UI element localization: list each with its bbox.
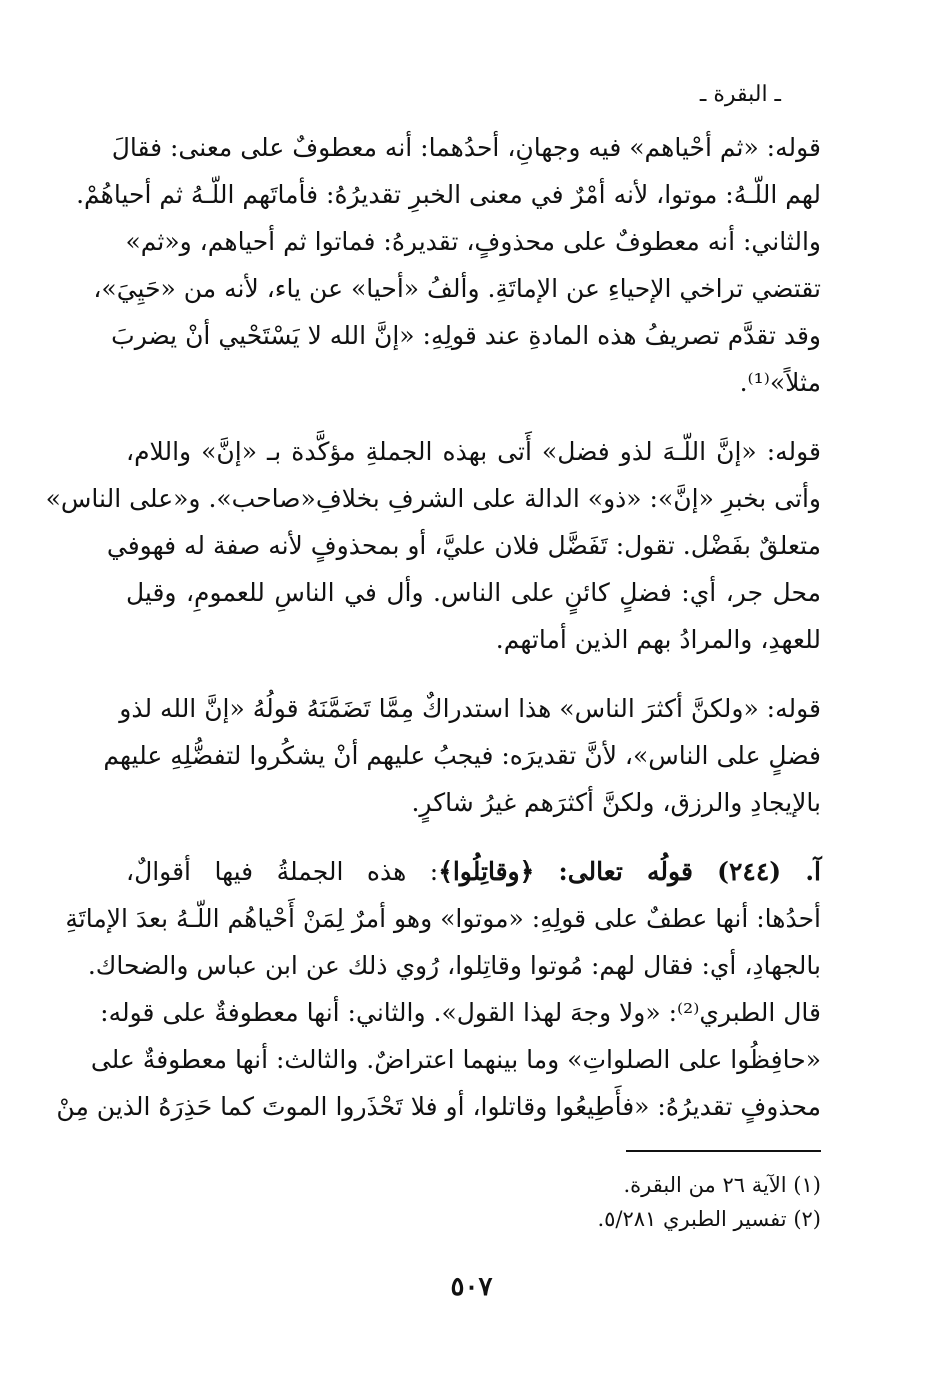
text-line: لهم اللّـهُ: موتوا، لأنه أمْرٌ في معنى الخبرِ تقديرُهُ: فأماتَهم اللّـهُ ثم أحياهُمْ. — [76, 180, 821, 209]
paragraph-3 — [103, 685, 821, 826]
text-line: فضلٍ على الناس»، لأنَّ تقديرَه: فيجبُ عليهم أنْ يشكُروا لتفضُّلِهِ عليهم — [103, 741, 821, 770]
paragraph-1 — [76, 124, 821, 406]
footnote-item: (١) الآية ٢٦ من البقرة. — [623, 1173, 821, 1197]
paragraph-2 — [45, 428, 821, 663]
footnotes — [321, 1168, 821, 1236]
paragraph-4 — [56, 848, 821, 1130]
text-line: تقتضي تراخي الإحياءِ عن الإماتَةِ. وألفُ «أحيا» عن ياء، لأنه من «حَيِيَ»، — [93, 274, 821, 303]
verse-heading: آ. (٢٤٤) قولُه تعالى: ﴿وقاتِلُوا﴾ — [438, 857, 821, 886]
text-line: قوله: «ثم أحْياهم» فيه وجهانِ، أحدُهما: أنه معطوفٌ على معنى: فقالَ — [111, 133, 821, 162]
page-number: ٥٠٧ — [450, 1272, 493, 1302]
text-line: وأتى بخبرِ «إنَّ»: «ذو» الدالة على الشرفِ بخلافِ«صاحب». و«على الناس» — [45, 484, 821, 513]
text-line: بالجهادِ، أي: فقال لهم: مُوتوا وقاتِلوا، رُوي ذلك عن ابن عباس والضحاك. — [87, 951, 821, 980]
footnote-divider — [626, 1150, 821, 1152]
text-line: قوله: «ولكنَّ أكثرَ الناس» هذا استدراكٌ مِمَّا تَضَمَّنَهُ قولُهُ «إنَّ الله لذو — [119, 694, 821, 723]
running-header: ـ البقرة ـ — [699, 82, 781, 107]
text-line: قال الطبري⁽²⁾: «ولا وجهَ لهذا القول». والثاني: أنها معطوفةٌ على قوله: — [100, 998, 821, 1027]
text-span: : هذه الجملةُ فيها أقوالٌ، — [126, 857, 439, 886]
body-text — [45, 124, 821, 1152]
text-line: محذوفٍ تقديرُهُ: «فأَطِيعُوا وقاتلوا، أو فلا تَحْذَروا الموتَ كما حَذِرَهُ الذين مِنْ — [56, 1092, 821, 1121]
text-line: والثاني: أنه معطوفٌ على محذوفٍ، تقديرهُ: فماتوا ثم أحياهم، و«ثم» — [125, 227, 821, 256]
text-line: قوله: «إنَّ اللّـهَ لذو فضل» أَتى بهذه الجملةِ مؤكَّدة بـ «إنَّ» واللام، — [126, 437, 821, 466]
text-line: محل جر، أي: فضلٍ كائنٍ على الناس. وأل في الناسِ للعمومِ، وقيل — [126, 578, 821, 607]
text-line: مثلاً»⁽¹⁾. — [739, 368, 821, 397]
text-line: بالإيجادِ والرزق، ولكنَّ أكثرَهم غيرُ شاكرٍ. — [411, 788, 821, 817]
text-line: متعلقٌ بفَضْل. تقول: تَفَضَّل فلان عليَّ، أو بمحذوفٍ لأنه صفة له فهوفي — [106, 531, 821, 560]
text-line: وقد تقدَّم تصريفُ هذه المادةِ عند قولِهِ: «إنَّ الله لا يَسْتَحْيي أنْ يضربَ — [111, 321, 821, 350]
text-line: «حافِظُوا على الصلواتِ» وما بينهما اعتراضٌ. والثالث: أنها معطوفةٌ على — [90, 1045, 821, 1074]
text-line-with-verse — [126, 848, 821, 895]
text-line: للعهدِ، والمرادُ بهم الذين أماتهم. — [495, 625, 821, 654]
text-line: أحدُها: أنها عطفٌ على قولِهِ: «موتوا» وهو أمرٌ لِمَنْ أَحْياهُم اللّـهُ بعدَ الإماتَةِ — [65, 904, 821, 933]
footnote-item: (٢) تفسير الطبري ٥/٢٨١. — [597, 1207, 821, 1231]
